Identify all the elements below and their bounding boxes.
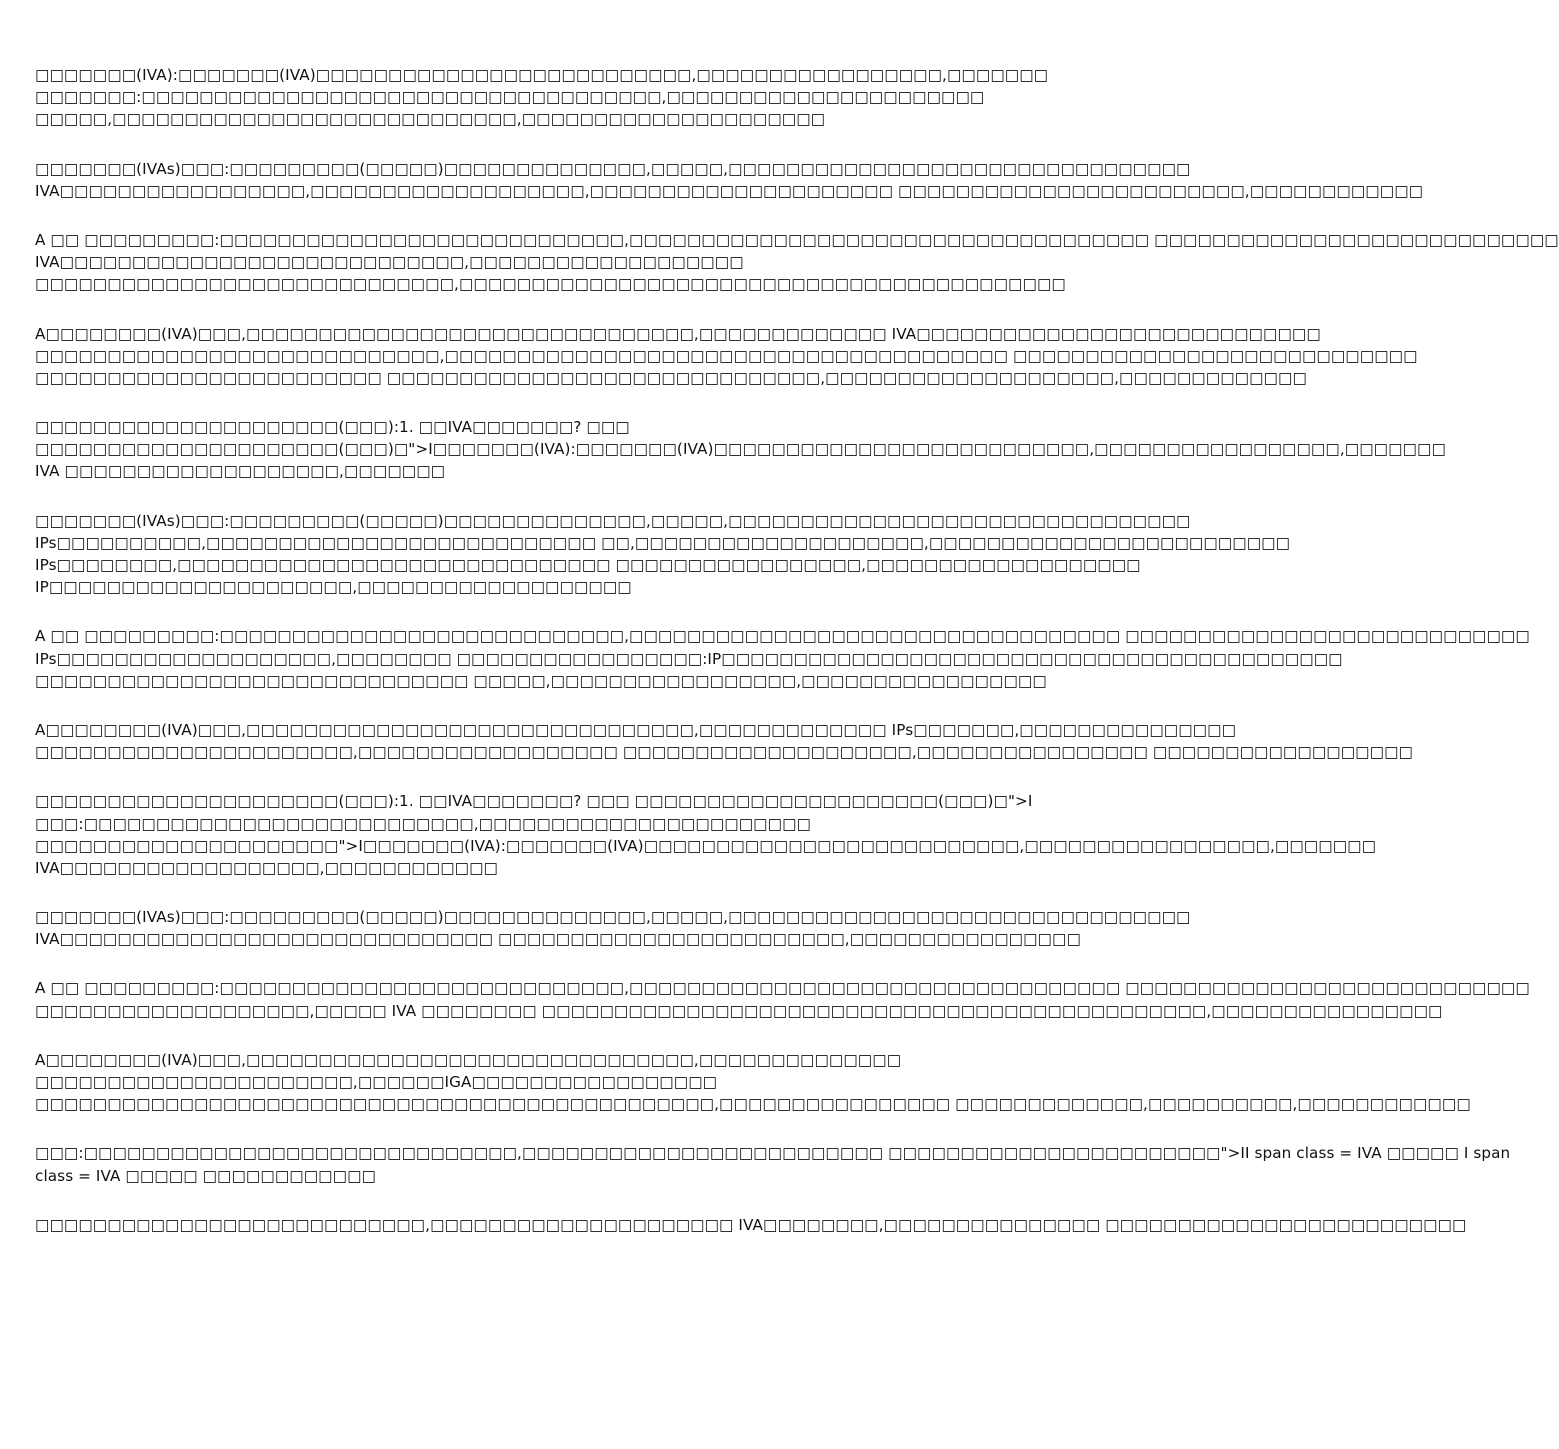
text-line: IP□□□□□□□□□□□□□□□□□□□□□,□□□□□□□□□□□□□□□□□□□ [35, 578, 632, 597]
text-line: A□□□□□□□□(IVA)□□□,□□□□□□□□□□□□□□□□□□□□□□□□□□□□□□□,□□□□□□□□□□□□□□ [35, 1050, 902, 1069]
text-line: □□□:□□□□□□□□□□□□□□□□□□□□□□□□□□□,□□□□□□□□□□□□□□□□□□□□□□□ [35, 814, 811, 833]
paragraph [35, 1049, 1471, 1116]
text-line: IVA□□□□□□□□□□□□□□□□□,□□□□□□□□□□□□□□□□□□□,□□□□□□□□□□□□□□□□□□□□□ □□□□□□□□□□□□□□□□□□□□□□□□,□□□□□□□□□□□□ [35, 181, 1424, 200]
text-line: IVA□□□□□□□□□□□□□□□□□□□□□□□□□□□□,□□□□□□□□□□□□□□□□□□□ [35, 253, 744, 272]
paragraph [35, 229, 1559, 296]
paragraph [35, 625, 1530, 692]
paragraph [35, 158, 1424, 202]
text-line: □□□□□□□□□□□□□□□□□□□□□□□□□□□□□□ □□□□□,□□□□□□□□□□□□□□□□□,□□□□□□□□□□□□□□□□□ [35, 671, 1047, 690]
text-line: □□□□□□□(IVA):□□□□□□□(IVA)□□□□□□□□□□□□□□□□□□□□□□□□□□,□□□□□□□□□□□□□□□□□,□□□□□□□ [35, 66, 1049, 84]
text-line: IVA□□□□□□□□□□□□□□□□□□,□□□□□□□□□□□□ [35, 858, 498, 877]
paragraph [35, 906, 1191, 950]
text-line: □□□□□□□(IVAs)□□□:□□□□□□□□□(□□□□□)□□□□□□□□□□□□□□,□□□□□,□□□□□□□□□□□□□□□□□□□□□□□□□□□□□□□□ [35, 511, 1191, 530]
text-line: A □□ □□□□□□□□□:□□□□□□□□□□□□□□□□□□□□□□□□□□□□,□□□□□□□□□□□□□□□□□□□□□□□□□□□□□□□□□□ □□□□□□□□□□□□□□□□□□□□□□□□□□□□ [35, 627, 1530, 646]
text-line: □□□□□□□□□□□□□□□□□□□□□□,□□□□□□IGA□□□□□□□□□□□□□□□□□ [35, 1073, 718, 1091]
text-line: □□□□□□□□□□□□□□□□□□□□□(□□□)□">I□□□□□□□(IVA):□□□□□□□(IVA)□□□□□□□□□□□□□□□□□□□□□□□□□□,□□□□□□□□□□□□□□□□□,□□□□□□□ [35, 440, 1446, 459]
text-line: □□□□□□□□□□□□□□□□□□□□□□□□□□□□□□□□□□□□□□□□□□□□□□□,□□□□□□□□□□□□□□□□ □□□□□□□□□□□□□,□□□□□□□□□□,□□□□□□□□□□□□ [35, 1095, 1471, 1114]
text-line: A □□ □□□□□□□□□:□□□□□□□□□□□□□□□□□□□□□□□□□□□□,□□□□□□□□□□□□□□□□□□□□□□□□□□□□□□□□□□□□ □□□□□□□□□□□□□□□□□□□□□□□□□□□□ [35, 230, 1559, 249]
paragraph [35, 1142, 1511, 1186]
text-line: □□□□□□□(IVAs)□□□:□□□□□□□□□(□□□□□)□□□□□□□□□□□□□□,□□□□□,□□□□□□□□□□□□□□□□□□□□□□□□□□□□□□□□ [35, 908, 1191, 927]
text-line: □□□□□□□□□□□□□□□□□□□□□□□□ □□□□□□□□□□□□□□□□□□□□□□□□□□□□□□,□□□□□□□□□□□□□□□□□□□□,□□□□□□□□□□□□□ [35, 368, 1307, 387]
text-line: □□□□□□□□□□□□□□□□□□□□□□□□□□□□□,□□□□□□□□□□□□□□□□□□□□□□□□□□□□□□□□□□□□□□□□□□ [35, 275, 1066, 294]
paragraph [35, 416, 1446, 483]
text-line: IPs□□□□□□□□□□□□□□□□□□□,□□□□□□□□ □□□□□□□□□□□□□□□□□:IP□□□□□□□□□□□□□□□□□□□□□□□□□□□□□□□□□□□□□□□□□□□ [35, 649, 1343, 668]
text-line: □□□□□□□(IVAs)□□□:□□□□□□□□□(□□□□□)□□□□□□□□□□□□□□,□□□□□,□□□□□□□□□□□□□□□□□□□□□□□□□□□□□□□□ [35, 159, 1191, 178]
paragraph [35, 323, 1418, 390]
text-line: □□□□□□□□□□□□□□□□□□□□□□□□□□□□,□□□□□□□□□□□□□□□□□□□□□□□□□□□□□□□□□□□□□□□ □□□□□□□□□□□□□□□□□□□□□□□□□□□□ [35, 346, 1418, 365]
paragraph [35, 64, 1049, 131]
text-line: A □□ □□□□□□□□□:□□□□□□□□□□□□□□□□□□□□□□□□□□□□,□□□□□□□□□□□□□□□□□□□□□□□□□□□□□□□□□□ □□□□□□□□□□□□□□□□□□□□□□□□□□□□ [35, 979, 1530, 998]
paragraph [35, 790, 1377, 879]
text-line: □□□□□,□□□□□□□□□□□□□□□□□□□□□□□□□□□□,□□□□□□□□□□□□□□□□□□□□□ [35, 110, 826, 129]
text-line: IPs□□□□□□□□,□□□□□□□□□□□□□□□□□□□□□□□□□□□□□□ □□□□□□□□□□□□□□□□□,□□□□□□□□□□□□□□□□□□□ [35, 556, 1141, 574]
text-line: □□□□□□□□□□□□□□□□□□□□□(□□□):1. □□IVA□□□□□□□? □□□ □□□□□□□□□□□□□□□□□□□□□(□□□)□">I [35, 792, 1033, 811]
text-line: class = IVA □□□□□ □□□□□□□□□□□□ [35, 1166, 376, 1185]
text-line: □□□□□□□□□□□□□□□□□□□□□(□□□):1. □□IVA□□□□□□□? □□□ [35, 418, 630, 437]
text-line: □□□□□□□□□□□□□□□□□□□□□□□□□□□,□□□□□□□□□□□□□□□□□□□□□ IVA□□□□□□□□,□□□□□□□□□□□□□□□ □□□□□□□□□□□□□□□□□□□□□□□□□ [35, 1215, 1467, 1234]
text-line: A□□□□□□□□(IVA)□□□,□□□□□□□□□□□□□□□□□□□□□□□□□□□□□□□,□□□□□□□□□□□□□ IVA□□□□□□□□□□□□□□□□□□□□□□□□□□□□ [35, 324, 1321, 343]
paragraph [35, 510, 1291, 599]
text-line: □□□□□□□□□□□□□□□□□□□□□□,□□□□□□□□□□□□□□□□□□ □□□□□□□□□□□□□□□□□□□□,□□□□□□□□□□□□□□□□ □□□□□□□□□□□□□□□□□□ [35, 743, 1413, 762]
text-line: IVA □□□□□□□□□□□□□□□□□□□,□□□□□□□ [35, 462, 446, 481]
text-line: □□□□□□□□□□□□□□□□□□□,□□□□□ IVA □□□□□□□□ □□□□□□□□□□□□□□□□□□□□□□□□□□□□□□□□□□□□□□□□□□□□□□,□□□□□□□□□□□□□□□□ [35, 1001, 1443, 1020]
paragraph [35, 1214, 1467, 1236]
text-line: □□□:□□□□□□□□□□□□□□□□□□□□□□□□□□□□□□,□□□□□□□□□□□□□□□□□□□□□□□□□ □□□□□□□□□□□□□□□□□□□□□□□">II span class = IVA □□□□□ I span [35, 1144, 1511, 1163]
document-body [35, 64, 1559, 1263]
text-line: IVA□□□□□□□□□□□□□□□□□□□□□□□□□□□□□□ □□□□□□□□□□□□□□□□□□□□□□□□,□□□□□□□□□□□□□□□□ [35, 930, 1081, 949]
text-line: IPs□□□□□□□□□□,□□□□□□□□□□□□□□□□□□□□□□□□□□□ □□,□□□□□□□□□□□□□□□□□□□□,□□□□□□□□□□□□□□□□□□□□□□□□□ [35, 533, 1291, 552]
text-line: □□□□□□□□□□□□□□□□□□□□□">I□□□□□□□(IVA):□□□□□□□(IVA)□□□□□□□□□□□□□□□□□□□□□□□□□□,□□□□□□□□□□□□□□□□□,□□□□□□□ [35, 836, 1377, 855]
paragraph [35, 719, 1413, 763]
text-line: □□□□□□□:□□□□□□□□□□□□□□□□□□□□□□□□□□□□□□□□□□□□,□□□□□□□□□□□□□□□□□□□□□□ [35, 88, 985, 107]
paragraph [35, 977, 1530, 1021]
text-line: A□□□□□□□□(IVA)□□□,□□□□□□□□□□□□□□□□□□□□□□□□□□□□□□□,□□□□□□□□□□□□□ IPs□□□□□□□,□□□□□□□□□□□□□□□ [35, 720, 1237, 739]
